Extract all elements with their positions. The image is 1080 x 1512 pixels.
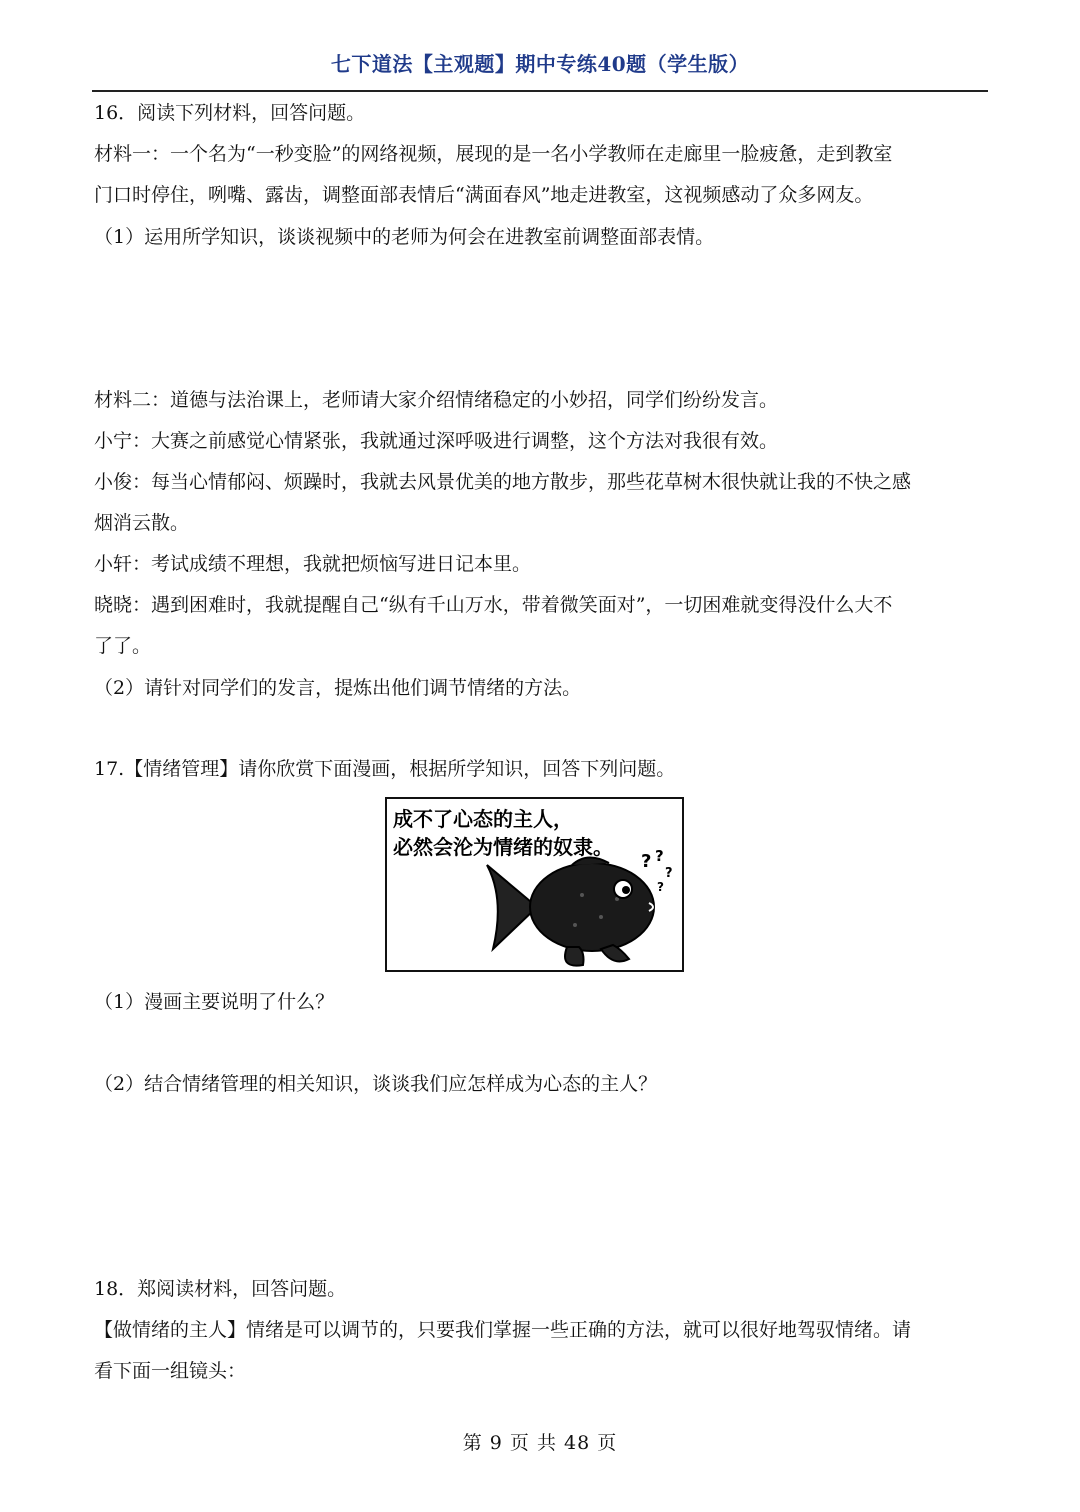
page-header [92, 44, 988, 92]
svg-text:?: ? [655, 847, 664, 865]
cartoon-caption [393, 805, 613, 861]
q16-stem: 16．阅读下列材料，回答问题。 [94, 102, 366, 124]
q18-line1: 【做情绪的主人】情绪是可以调节的，只要我们掌握一些正确的方法，就可以很好地驾驭情绪。请 [94, 1319, 912, 1341]
q18-stem: 18．郑阅读材料，回答问题。 [94, 1278, 347, 1300]
page-number: 第 9 页 共 48 页 [462, 1432, 618, 1454]
svg-text:?: ? [657, 880, 664, 894]
fish-body-icon [530, 863, 654, 951]
q17-subquestion-2: （2）结合情绪管理的相关知识，谈谈我们应怎样成为心态的主人？ [94, 1073, 658, 1095]
svg-text:?: ? [641, 851, 652, 872]
q16-material2: 材料二：道德与法治课上，老师请大家介绍情绪稳定的小妙招，同学们纷纷发言。 [94, 389, 779, 411]
q16-subquestion-2: （2）请针对同学们的发言，提炼出他们调节情绪的方法。 [94, 677, 582, 699]
q16-subquestion-1: （1）运用所学知识，谈谈视频中的老师为何会在进教室前调整面部表情。 [94, 226, 715, 248]
q16-material1-line1: 材料一：一个名为“一秒变脸”的网络视频，展现的是一名小学教师在走廊里一脸疲惫，走到教室 [94, 143, 893, 165]
q18-line2: 看下面一组镜头： [94, 1360, 247, 1382]
q16-xiaoxiao-line1: 晓晓：遇到困难时，我就提醒自己“纵有千山万水，带着微笑面对”，一切困难就变得没什么大不 [94, 594, 893, 616]
q16-material1-line2: 门口时停住，咧嘴、露齿，调整面部表情后“满面春风”地走进教室，这视频感动了众多网友。 [94, 184, 874, 206]
q17-stem: 17.【情绪管理】请你欣赏下面漫画，根据所学知识，回答下列问题。 [94, 758, 676, 780]
q16-xiaojun-line2: 烟消云散。 [94, 512, 190, 534]
q16-xiaoxiao-line2: 了了。 [94, 635, 152, 657]
q16-xiaoxuan: 小轩：考试成绩不理想，我就把烦恼写进日记本里。 [94, 553, 532, 575]
document-title: 七下道法【主观题】期中专练40题（学生版） [330, 52, 750, 76]
fish-cartoon [385, 797, 684, 972]
svg-text:?: ? [665, 866, 673, 881]
q16-xiaoning: 小宁：大赛之前感觉心情紧张，我就通过深呼吸进行调整，这个方法对我很有效。 [94, 430, 779, 452]
cartoon-caption-line2: 必然会沦为情绪的奴隶。 [393, 835, 613, 859]
cartoon-caption-line1: 成不了心态的主人， [393, 807, 573, 831]
q17-subquestion-1: （1）漫画主要说明了什么？ [94, 991, 335, 1013]
q16-xiaojun-line1: 小俊：每当心情郁闷、烦躁时，我就去风景优美的地方散步，那些花草树木很快就让我的不快之感 [94, 471, 912, 493]
